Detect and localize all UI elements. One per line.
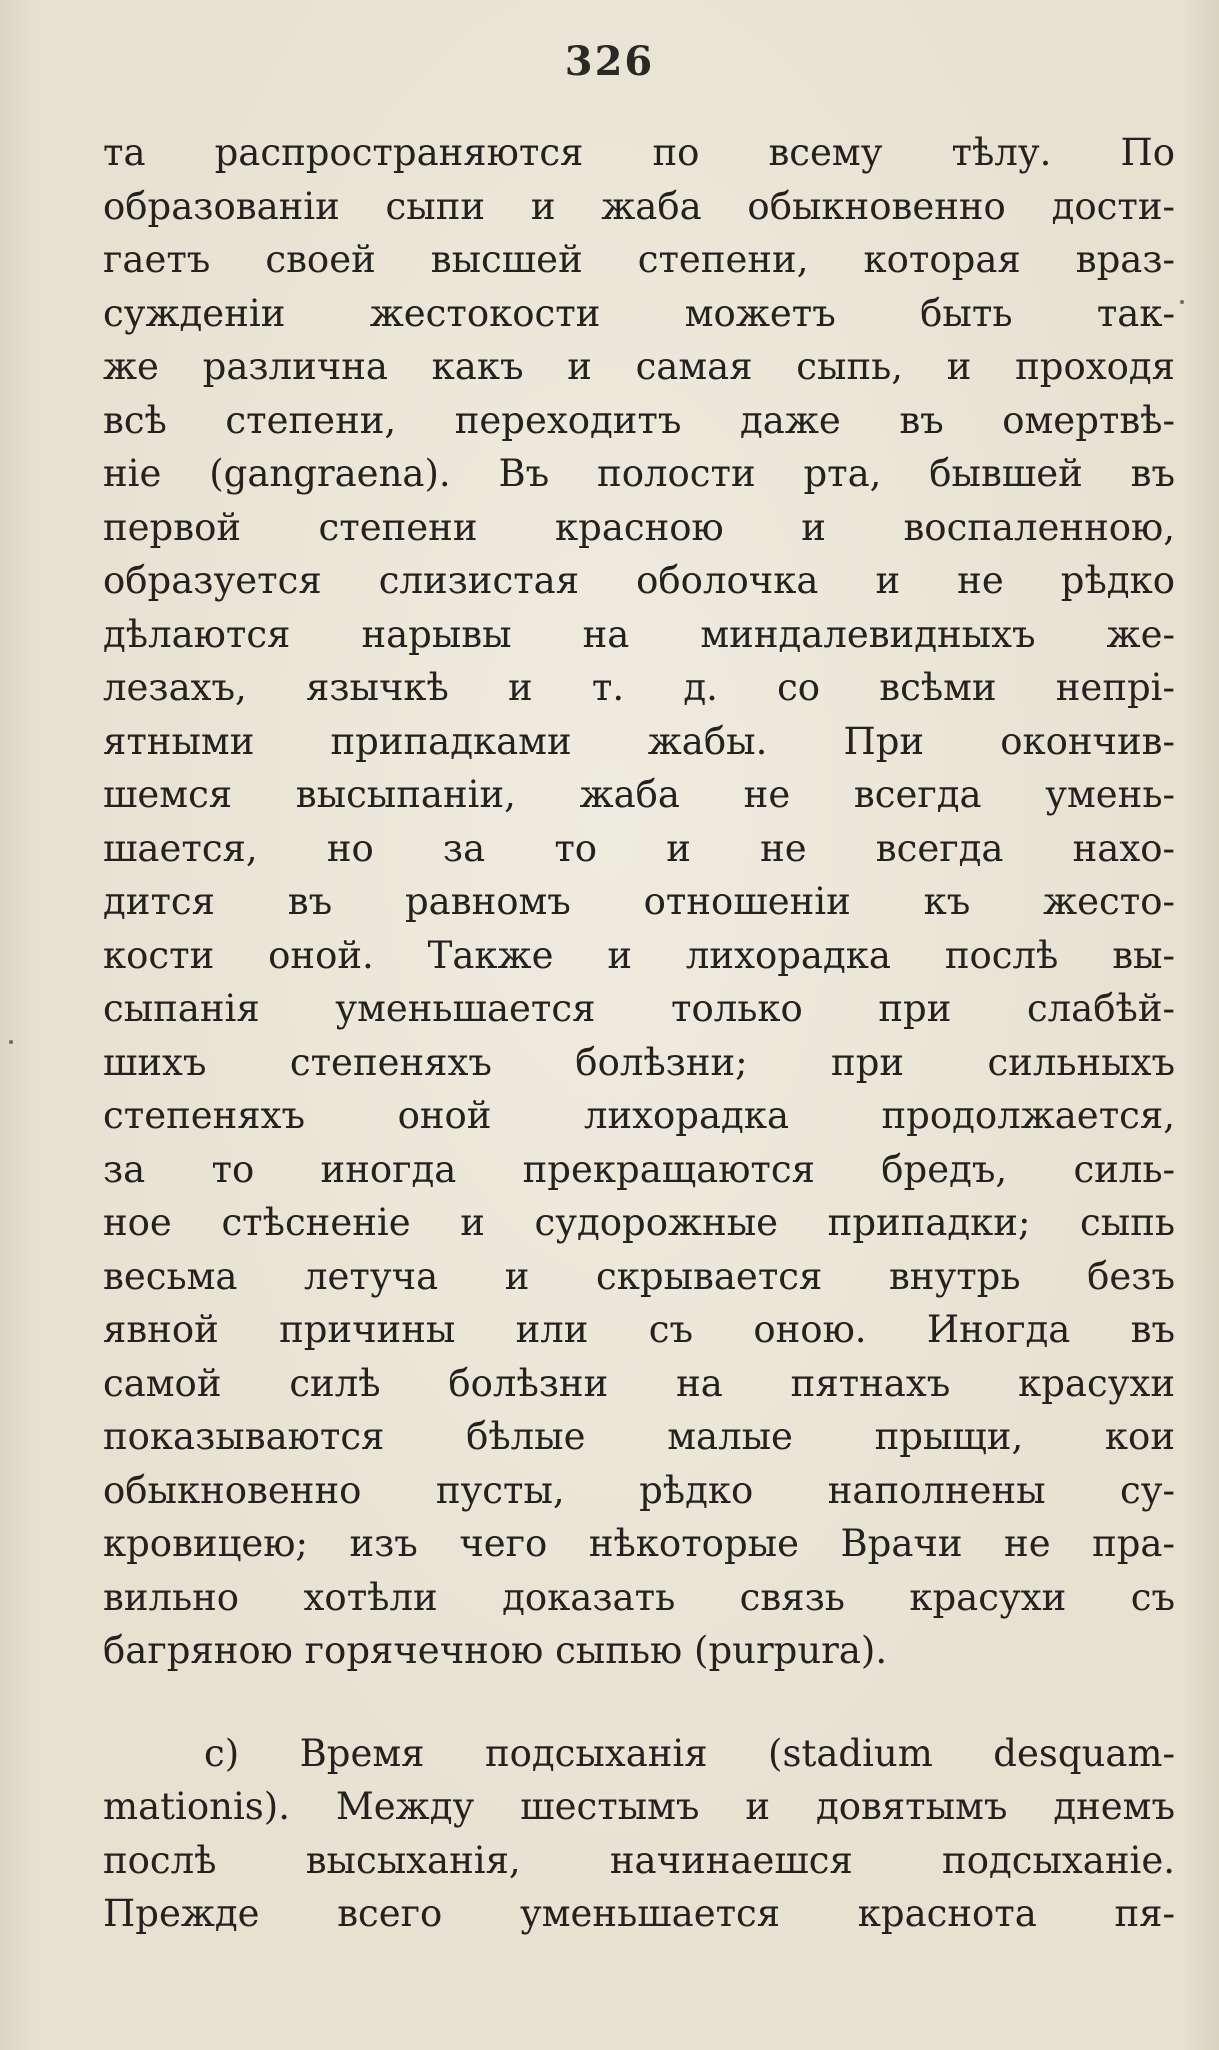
text-line: ніе (gangraena). Въ полости рта, бывшей въ <box>103 452 1175 495</box>
text-line: та распространяются по всему тѣлу. По <box>103 131 1175 174</box>
text-line: показываются бѣлые малые прыщи, кои <box>103 1415 1175 1458</box>
paragraph-gap <box>103 1678 1175 1727</box>
text-line: сужденіи жестокости можетъ быть так- <box>103 291 1175 335</box>
text-line: шихъ степеняхъ болѣзни; при сильныхъ <box>103 1040 1175 1084</box>
text-line: послѣ высыханія, начинаешся подсыханіе. <box>103 1838 1175 1882</box>
text-line: багряною горячечною сыпью (purpura). <box>103 1629 888 1672</box>
text-line: степеняхъ оной лихорадка продолжается, <box>103 1094 1175 1137</box>
text-line: гаетъ своей высшей степени, которая враз- <box>103 238 1175 281</box>
body-text <box>103 126 1175 1941</box>
text-line: шемся высыпаніи, жаба не всегда умень- <box>103 773 1175 816</box>
text-line: сыпанія уменьшается только при слабѣй- <box>103 987 1175 1030</box>
text-line: образованіи сыпи и жаба обыкновенно дости- <box>103 184 1175 228</box>
text-line: явной причины или съ оною. Иногда въ <box>103 1308 1175 1351</box>
text-line: ятными припадками жабы. При окончив- <box>103 719 1175 763</box>
text-line: mationis). Между шестымъ и довятымъ днемъ <box>103 1785 1175 1828</box>
text-line: за то иногда прекращаются бредъ, силь- <box>103 1147 1175 1191</box>
ink-speck <box>1180 300 1184 304</box>
text-line: кости оной. Также и лихорадка послѣ вы- <box>103 933 1175 977</box>
text-line: лезахъ, язычкѣ и т. д. со всѣми непрі- <box>103 666 1175 709</box>
paragraph-2 <box>103 1727 1175 1941</box>
text-line: всѣ степени, переходитъ даже въ омертвѣ- <box>103 398 1175 442</box>
text-line: c) Время подсыханія (stadium desquam- <box>204 1731 1175 1775</box>
text-line: обыкновенно пусты, рѣдко наполнены су- <box>103 1468 1175 1512</box>
text-line: первой степени красною и воспаленною, <box>103 505 1175 549</box>
text-line: вильно хотѣли доказать связь красухи съ <box>103 1575 1175 1619</box>
paragraph-1 <box>103 126 1175 1678</box>
text-line: кровицею; изъ чего нѣкоторые Врачи не пра- <box>103 1522 1175 1565</box>
text-line: весьма летуча и скрывается внутрь безъ <box>103 1254 1175 1298</box>
text-line: образуется слизистая оболочка и не рѣдко <box>103 559 1175 602</box>
text-line: самой силѣ болѣзни на пятнахъ красухи <box>103 1361 1175 1405</box>
text-line: дится въ равномъ отношеніи къ жесто- <box>103 880 1175 923</box>
text-line: ное стѣсненіе и судорожные припадки; сыпь <box>103 1201 1175 1244</box>
text-line: дѣлаются нарывы на миндалевидныхъ же- <box>103 612 1175 656</box>
ink-speck <box>9 1040 13 1044</box>
page-number: 326 <box>564 38 655 85</box>
text-line: Прежде всего уменьшается краснота пя- <box>103 1892 1175 1935</box>
text-line: же различна какъ и самая сыпь, и проходя <box>103 345 1175 388</box>
text-line: шается, но за то и не всегда нахо- <box>103 826 1175 870</box>
